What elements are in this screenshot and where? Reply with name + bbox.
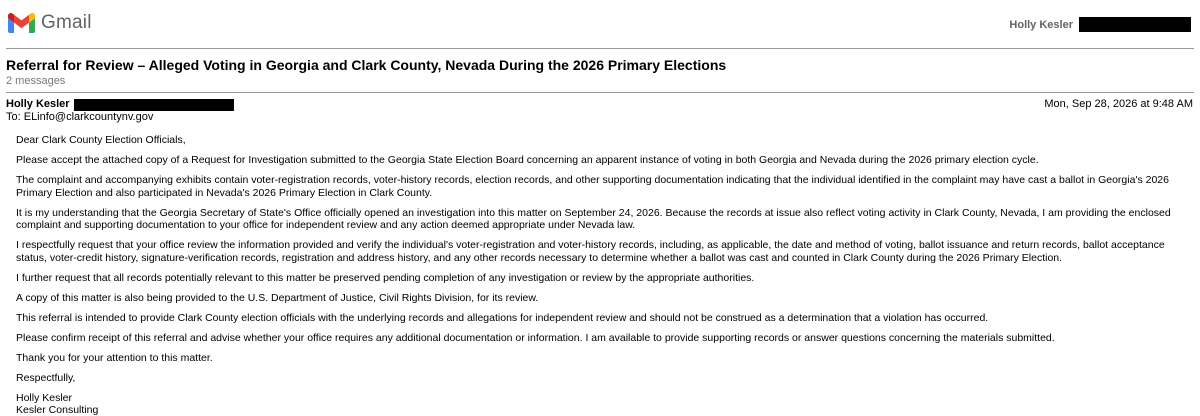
message-count: 2 messages xyxy=(6,75,66,87)
message-header xyxy=(0,93,1200,128)
sender-line xyxy=(6,98,1194,111)
body-paragraph: I respectfully request that your office review the information provided and verify the individual's voter-registration and voter-history records, including, as applicable, the date and method of voting, ballot issuance and return records, ballot acceptance status, voter-credit history, signature-verification records, registration and address history, and any other records necessary to determine whether a ballot was cast and counted in Clark County during the 2026 Primary Election. xyxy=(16,239,1165,264)
body-paragraph: Please accept the attached copy of a Request for Investigation submitted to the Georgia State Election Board concerning an apparent instance of voting in both Georgia and Nevada during the 2026 primary election cycle. xyxy=(16,154,1039,166)
message-date: Mon, Sep 28, 2026 at 9:48 AM xyxy=(1044,98,1193,110)
message-body xyxy=(0,128,1200,416)
body-paragraph: The complaint and accompanying exhibits contain voter-registration records, voter-history records, election records, and other supporting documentation indicating that the individual identified in the complaint may have cast a ballot in Georgia's 2026 Primary Election and also participated in Nevada's 2026 Primary Election in Clark County. xyxy=(16,174,1169,199)
body-paragraph: It is my understanding that the Georgia Secretary of State's Office officially opened an investigation into this matter on September 24, 2026. Because the records at issue also reflect voting activity in Clark County, Nevada, I am providing the enclosed complaint and supporting documentation to your office for independent review and any action deemed appropriate under Nevada law. xyxy=(16,206,1171,231)
redacted-sender-email xyxy=(74,99,234,111)
recipient-line: To: ELinfo@clarkcountynv.gov xyxy=(6,111,154,123)
body-paragraph: Please confirm receipt of this referral and advise whether your office requires any additional documentation or information. I am available to provide supporting records or answer questions concerning the materials submitted. xyxy=(16,331,1055,344)
gmail-m-icon xyxy=(8,13,35,33)
body-paragraph: Dear Clark County Election Officials, xyxy=(16,134,186,146)
body-paragraph: This referral is intended to provide Clark County election officials with the underlying records and allegations for independent review and should not be construed as a determination that a violation has occurred. xyxy=(16,311,989,324)
signature xyxy=(16,392,1184,416)
gmail-logo[interactable] xyxy=(8,12,92,34)
signature-name: Holly Kesler xyxy=(16,391,73,404)
thread-header xyxy=(0,49,1200,92)
thread-subject: Referral for Review – Alleged Voting in Georgia and Clark County, Nevada During the 2026 Primary Elections xyxy=(6,57,727,73)
redacted-email xyxy=(1079,17,1191,32)
body-paragraph: Respectfully, xyxy=(16,371,76,384)
body-paragraph: Thank you for your attention to this matter. xyxy=(16,351,213,364)
sender-name: Holly Kesler xyxy=(6,98,70,110)
body-paragraph: A copy of this matter is also being provided to the U.S. Department of Justice, Civil Rights Division, for its review. xyxy=(16,291,539,304)
signature-company: Kesler Consulting xyxy=(16,404,99,416)
account-area[interactable] xyxy=(1009,17,1191,32)
gmail-wordmark: Gmail xyxy=(41,12,92,33)
account-name: Holly Kesler xyxy=(1009,18,1073,31)
body-paragraph: I further request that all records potentially relevant to this matter be preserved pending completion of any investigation or review by the appropriate authorities. xyxy=(16,271,755,284)
top-bar xyxy=(0,0,1200,48)
